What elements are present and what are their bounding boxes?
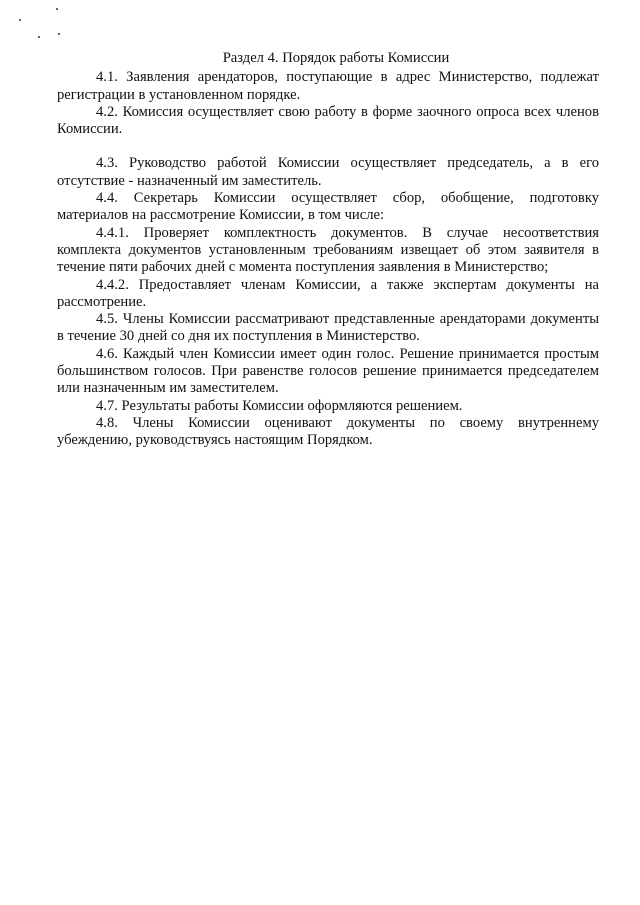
- paragraph-4-4: 4.4. Секретарь Комиссии осуществляет сбор, обобщение, подготовку материалов на рассмотрение Комиссии, в том числе:: [57, 190, 599, 224]
- paragraph-4-1: 4.1. Заявления арендаторов, поступающие в адрес Министерство, подлежат регистрации в установленном порядке.: [57, 69, 599, 103]
- paragraph-4-3: 4.3. Руководство работой Комиссии осуществляет председатель, а в его отсутствие - назначенный им заместитель.: [57, 155, 599, 189]
- paragraph-4-7: 4.7. Результаты работы Комиссии оформляются решением.: [96, 397, 463, 414]
- paragraph-4-4-2: 4.4.2. Предоставляет членам Комиссии, а также экспертам документы на рассмотрение.: [57, 276, 599, 310]
- paragraph-4-2: 4.2. Комиссия осуществляет свою работу в форме заочного опроса всех членов Комиссии.: [57, 103, 599, 138]
- document-body: [57, 50, 599, 450]
- paragraph-4-6: 4.6. Каждый член Комиссии имеет один голос. Решение принимается простым большинством голосов. При равенстве голосов решение принимается председателем или назначенным им заместителем.: [57, 345, 599, 397]
- paragraph-4-8: 4.8. Члены Комиссии оценивают документы по своему внутреннему убеждению, руководствуясь настоящим Порядком.: [57, 414, 599, 449]
- section-title: Раздел 4. Порядок работы Комиссии: [222, 50, 450, 66]
- paragraph-4-5: 4.5. Члены Комиссии рассматривают представленные арендаторами документы в течение 30 дней со дня их поступления в Министерство.: [57, 311, 599, 345]
- paragraph-4-4-1: 4.4.1. Проверяет комплектность документов. В случае несоответствия комплекта документов установленным требованиям извещает об этом заявителя в течение пяти рабочих дней с момента поступления заявления в Министерство;: [57, 224, 599, 276]
